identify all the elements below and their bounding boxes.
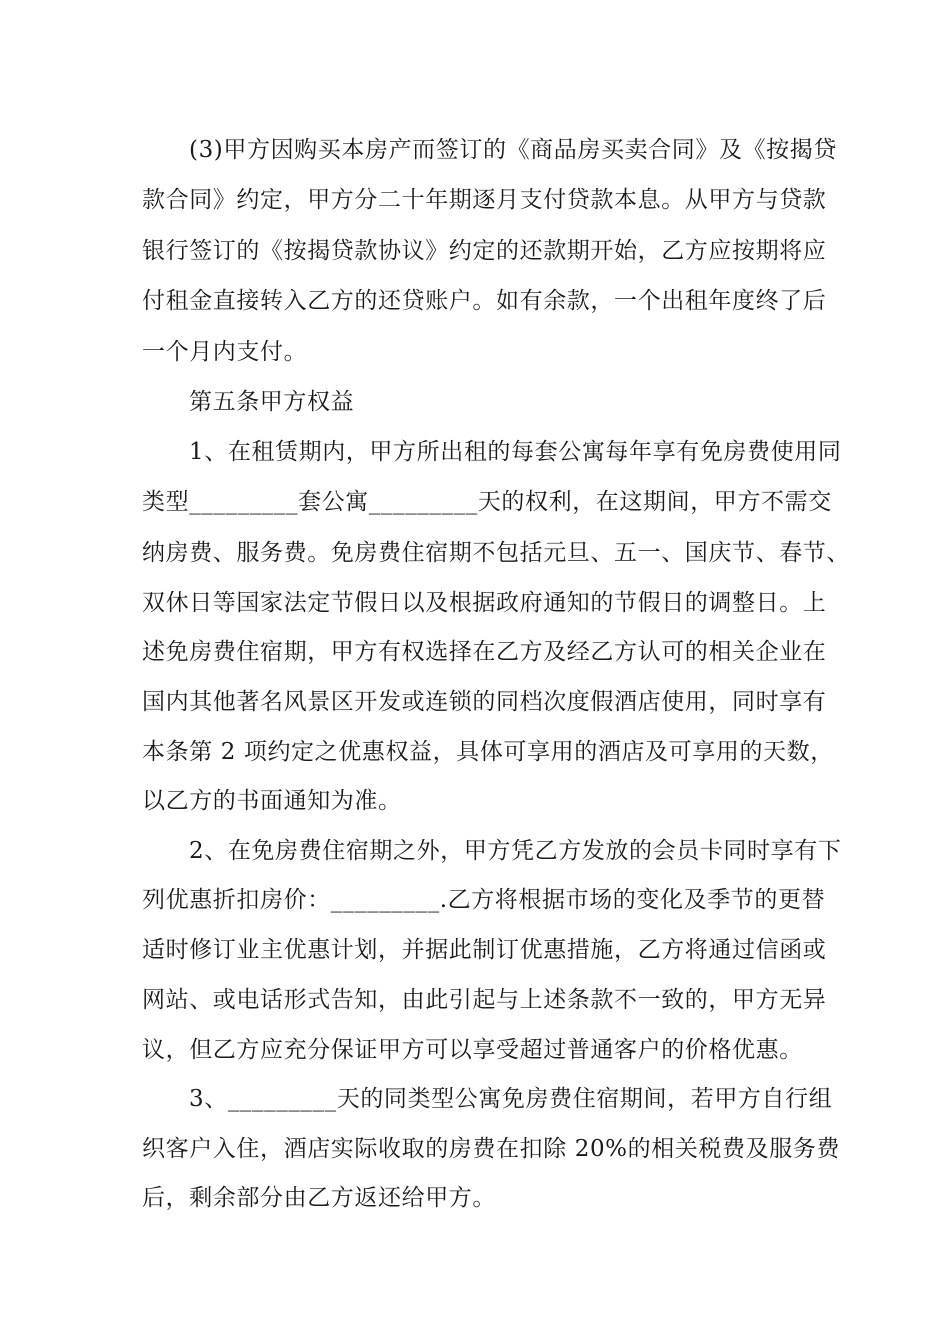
clause-1-line-5: 述免房费住宿期，甲方有权选择在乙方及经乙方认可的相关企业在 [142, 639, 827, 665]
paragraph-3-line-3: 银行签订的《按揭贷款协议》约定的还款期开始，乙方应按期将应 [142, 238, 827, 264]
clause-1-line-4: 双休日等国家法定节假日以及根据政府通知的节假日的调整日。上 [142, 590, 827, 616]
clause-2-line-3: 适时修订业主优惠计划，并据此制订优惠措施，乙方将通过信函或 [142, 937, 827, 963]
clause-3-line-1: 3、_________天的同类型公寓免房费住宿期间，若甲方自行组 [189, 1086, 833, 1112]
paragraph-3-line-4: 付租金直接转入乙方的还贷账户。如有余款，一个出租年度终了后 [142, 288, 827, 314]
clause-3-line-2: 织客户入住，酒店实际收取的房费在扣除 20%的相关税费及服务费 [142, 1136, 841, 1162]
paragraph-3-line-5: 一个月内支付。 [142, 339, 308, 365]
clause-2-line-2: 列优惠折扣房价：_________.乙方将根据市场的变化及季节的更替 [142, 887, 826, 913]
clause-2-line-1: 2、在免房费住宿期之外，甲方凭乙方发放的会员卡同时享有下 [189, 838, 842, 864]
clause-1-line-1: 1、在租赁期内，甲方所出租的每套公寓每年享有免房费使用同 [189, 439, 842, 465]
clause-2-line-4: 网站、或电话形式告知，由此引起与上述条款不一致的，甲方无异 [142, 987, 827, 1013]
section-heading: 第五条甲方权益 [189, 389, 355, 415]
clause-1-line-6: 国内其他著名风景区开发或连锁的同档次度假酒店使用，同时享有 [142, 689, 827, 715]
paragraph-3-line-2: 款合同》约定，甲方分二十年期逐月支付贷款本息。从甲方与贷款 [142, 187, 827, 213]
clause-1-line-2: 类型_________套公寓_________天的权利，在这期间，甲方不需交 [142, 489, 832, 515]
clause-2-line-5: 议，但乙方应充分保证甲方可以享受超过普通客户的价格优惠。 [142, 1037, 803, 1063]
paragraph-3-line-1: (3)甲方因购买本房产而签订的《商品房买卖合同》及《按揭贷 [189, 137, 837, 163]
clause-1-line-7: 本条第 2 项约定之优惠权益，具体可享用的酒店及可享用的天数， [142, 739, 834, 765]
clause-3-line-3: 后，剩余部分由乙方返还给甲方。 [142, 1185, 496, 1211]
clause-1-line-8: 以乙方的书面通知为准。 [142, 788, 402, 814]
clause-1-line-3: 纳房费、服务费。免房费住宿期不包括元旦、五一、国庆节、春节、 [142, 540, 850, 566]
